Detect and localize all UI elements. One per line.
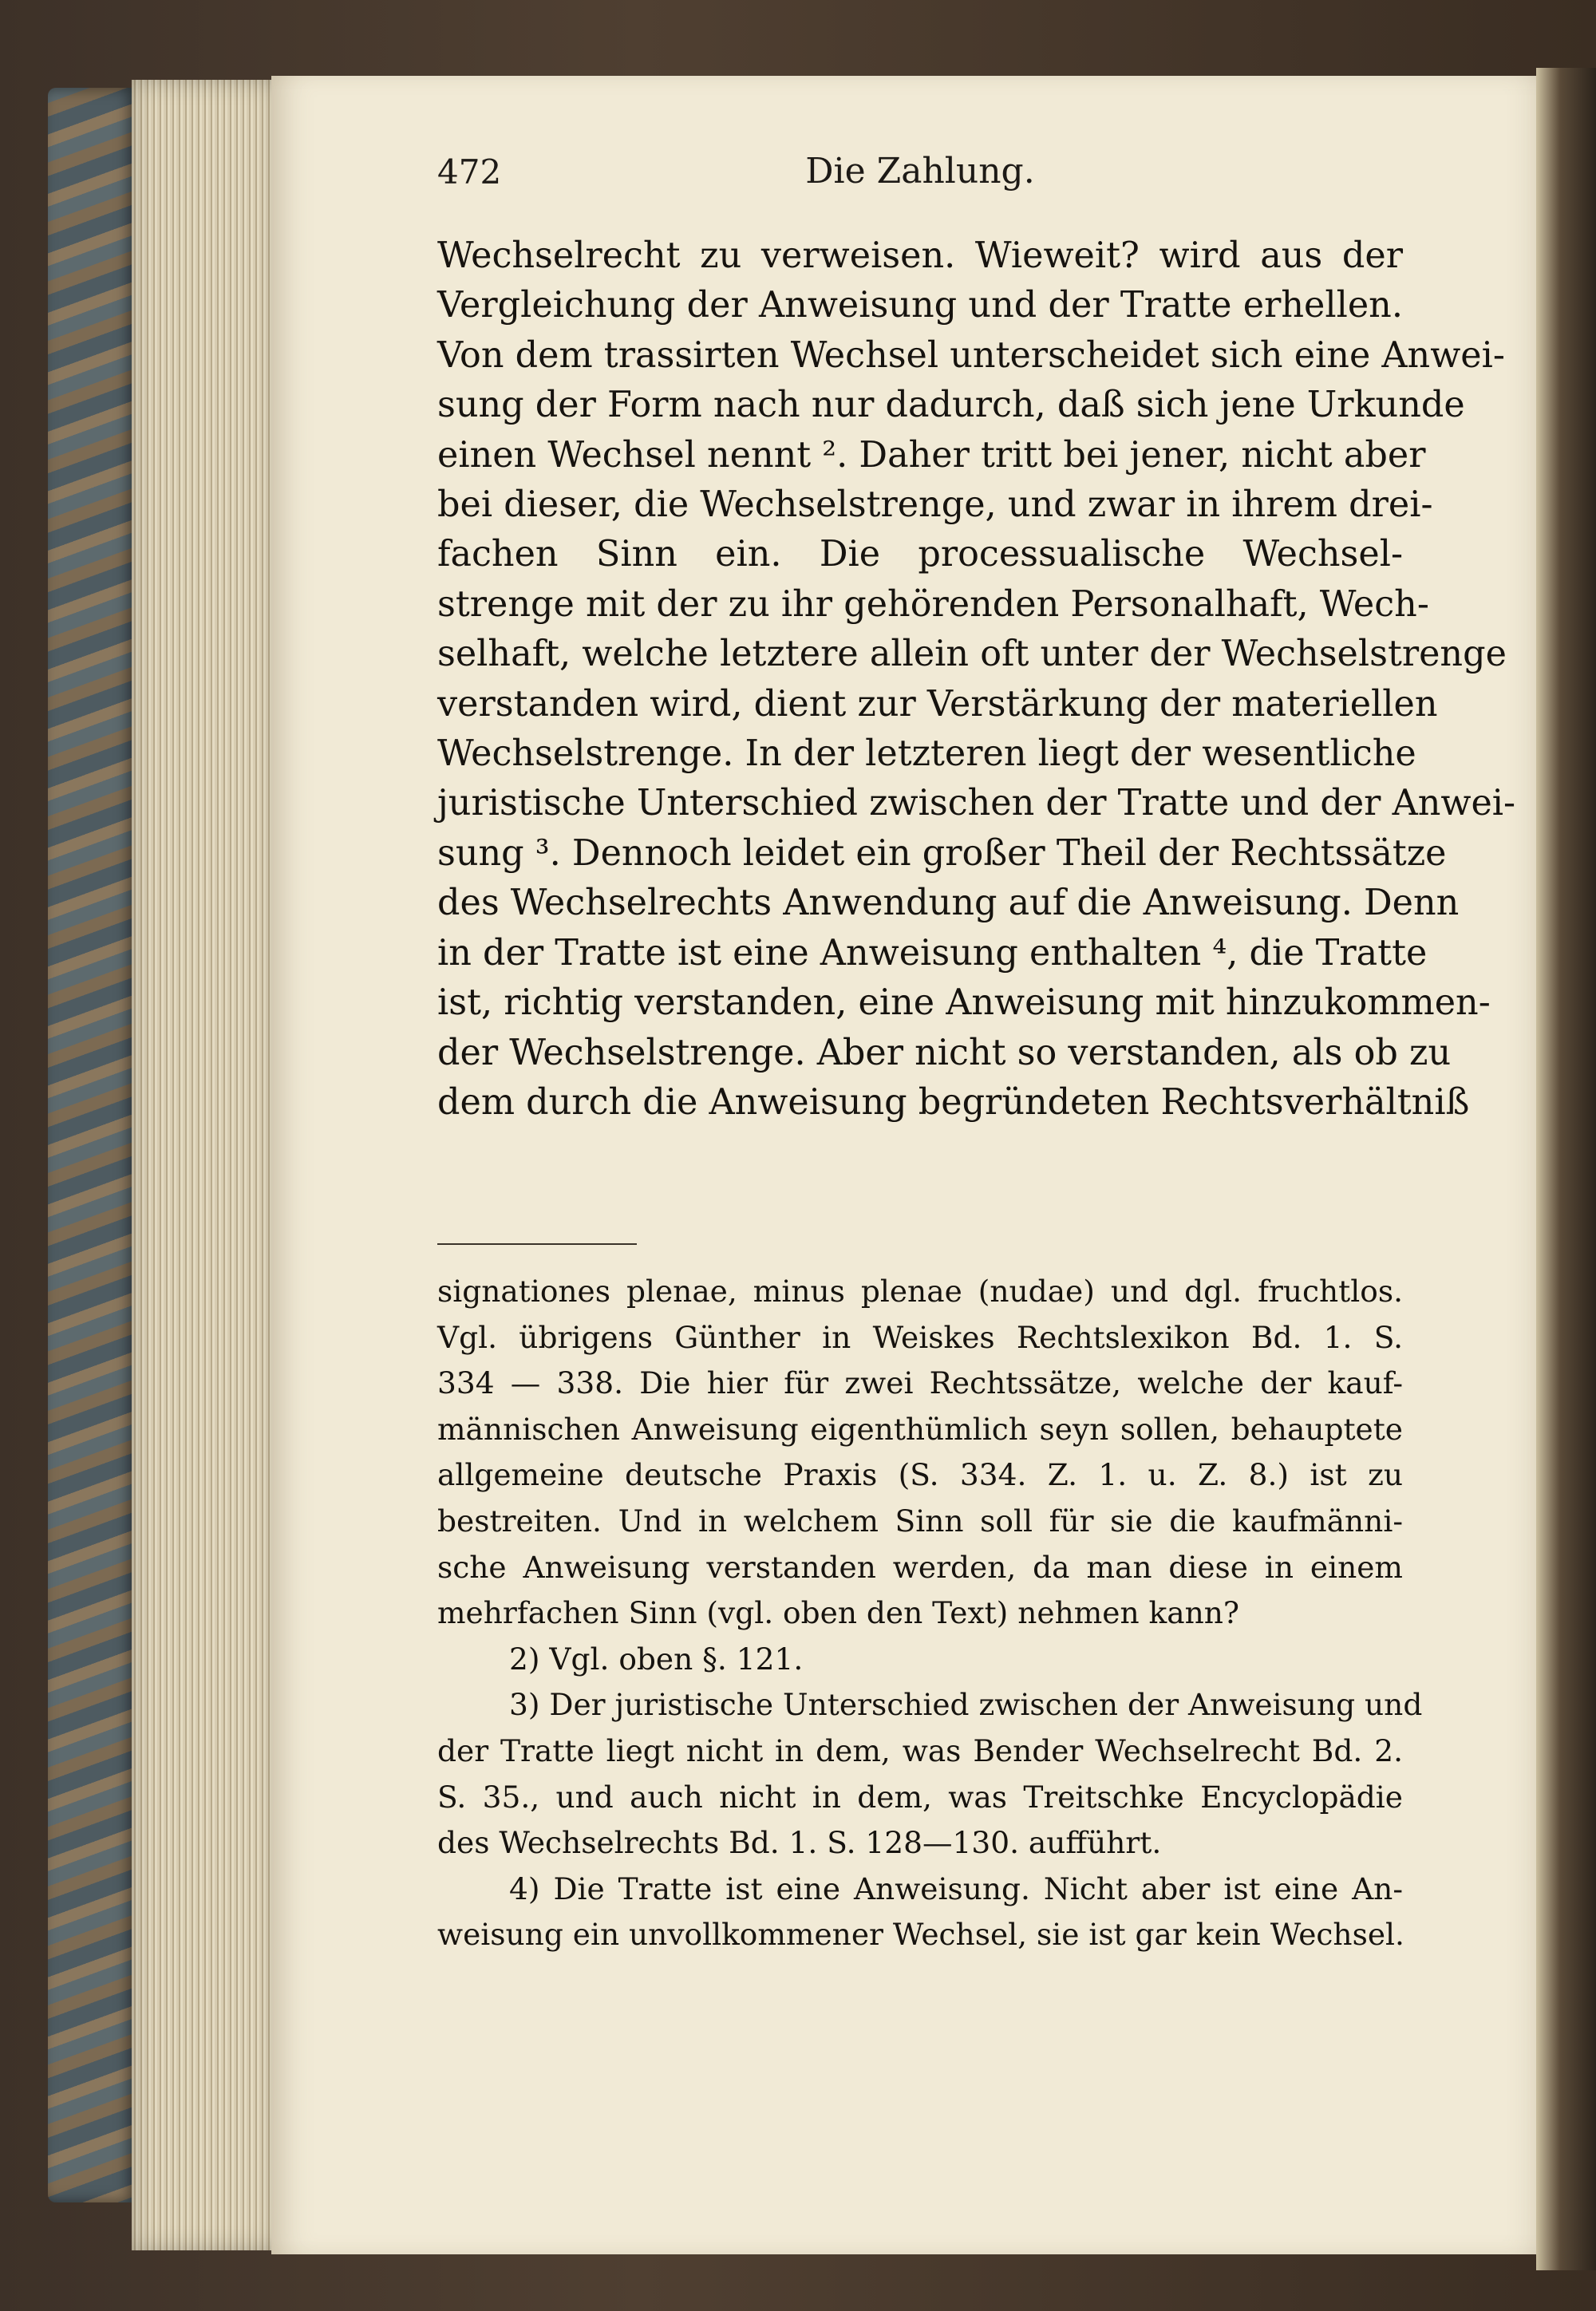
footnote-line: männischen Anweisung eigenthümlich seyn sollen, behauptete [437,1411,1403,1447]
text-line: sung ³. Dennoch leidet ein großer Theil der Rechtssätze [437,832,1447,874]
footnote-3-line: der Tratte liegt nicht in dem, was Bender Wechselrecht Bd. 2. [437,1732,1403,1768]
footnote-line: Vgl. übrigens Günther in Weiskes Rechtslexikon Bd. 1. S. [437,1319,1403,1355]
page-header [437,148,1403,203]
text-line: Von dem trassirten Wechsel unterscheidet sich eine Anwei- [437,334,1505,376]
footnote-line: allgemeine deutsche Praxis (S. 334. Z. 1. u. Z. 8.) ist zu [437,1457,1403,1493]
footnote-4-line: weisung ein unvollkommener Wechsel, sie ist gar kein Wechsel. [437,1917,1404,1953]
text-line: Wechselrecht zu verweisen. Wieweit? wird aus der [437,235,1403,276]
footnote-line: bestreiten. Und in welchem Sinn soll für sie die kaufmänni- [437,1503,1403,1539]
text-line: in der Tratte ist eine Anweisung enthalten ⁴, die Tratte [437,932,1428,974]
text-line: sung der Form nach nur dadurch, daß sich jene Urkunde [437,385,1465,426]
footnote-line: 334 — 338. Die hier für zwei Rechtssätze, welche der kauf- [437,1365,1403,1401]
footnote-4-line: 4) Die Tratte ist eine Anweisung. Nicht aber ist eine An- [509,1871,1403,1906]
footnote-3-line: S. 35., und auch nicht in dem, was Treitschke Encyclopädie [437,1779,1403,1815]
footnote-line: signationes plenae, minus plenae (nudae) und dgl. fruchtlos. [437,1274,1403,1309]
footnote-2: 2) Vgl. oben §. 121. [509,1641,804,1677]
right-binding-edge [1536,68,1596,2270]
text-line: selhaft, welche letztere allein oft unter der Wechselstrenge [437,634,1507,675]
footnote-line: mehrfachen Sinn (vgl. oben den Text) nehmen kann? [437,1595,1240,1631]
text-line: fachen Sinn ein. Die processualische Wechsel- [437,534,1403,575]
text-line: bei dieser, die Wechselstrenge, und zwar in ihrem drei- [437,484,1433,526]
text-line: der Wechselstrenge. Aber nicht so verstanden, als ob zu [437,1032,1452,1073]
text-line: einen Wechsel nennt ². Daher tritt bei jener, nicht aber [437,434,1426,476]
text-line: verstanden wird, dient zur Verstärkung der materiellen [437,683,1438,725]
footnote-3-line: des Wechselrechts Bd. 1. S. 128—130. aufführt. [437,1825,1162,1861]
text-line: des Wechselrechts Anwendung auf die Anweisung. Denn [437,883,1460,924]
text-line: Vergleichung der Anweisung und der Tratte erhellen. [437,285,1403,326]
text-line: juristische Unterschied zwischen der Tratte und der Anwei- [437,783,1516,824]
text-line: ist, richtig verstanden, eine Anweisung mit hinzukommen- [437,982,1491,1024]
text-line: strenge mit der zu ihr gehörenden Personalhaft, Wech- [437,583,1429,625]
footnotes [437,1269,1423,1958]
book-cover-edge [48,88,136,2202]
footnote-3-line: 3) Der juristische Unterschied zwischen der Anweisung und [509,1687,1423,1723]
main-text [437,231,1516,1128]
footnote-line: sche Anweisung verstanden werden, da man diese in einem [437,1549,1403,1585]
running-head: Die Zahlung. [805,151,1035,192]
page-stack-edge [132,80,279,2250]
footnote-divider [437,1243,637,1245]
text-line: dem durch die Anweisung begründeten Rechtsverhältniß [437,1081,1470,1123]
page-number: 472 [437,152,502,192]
text-line: Wechselstrenge. In der letzteren liegt der wesentliche [437,733,1416,775]
